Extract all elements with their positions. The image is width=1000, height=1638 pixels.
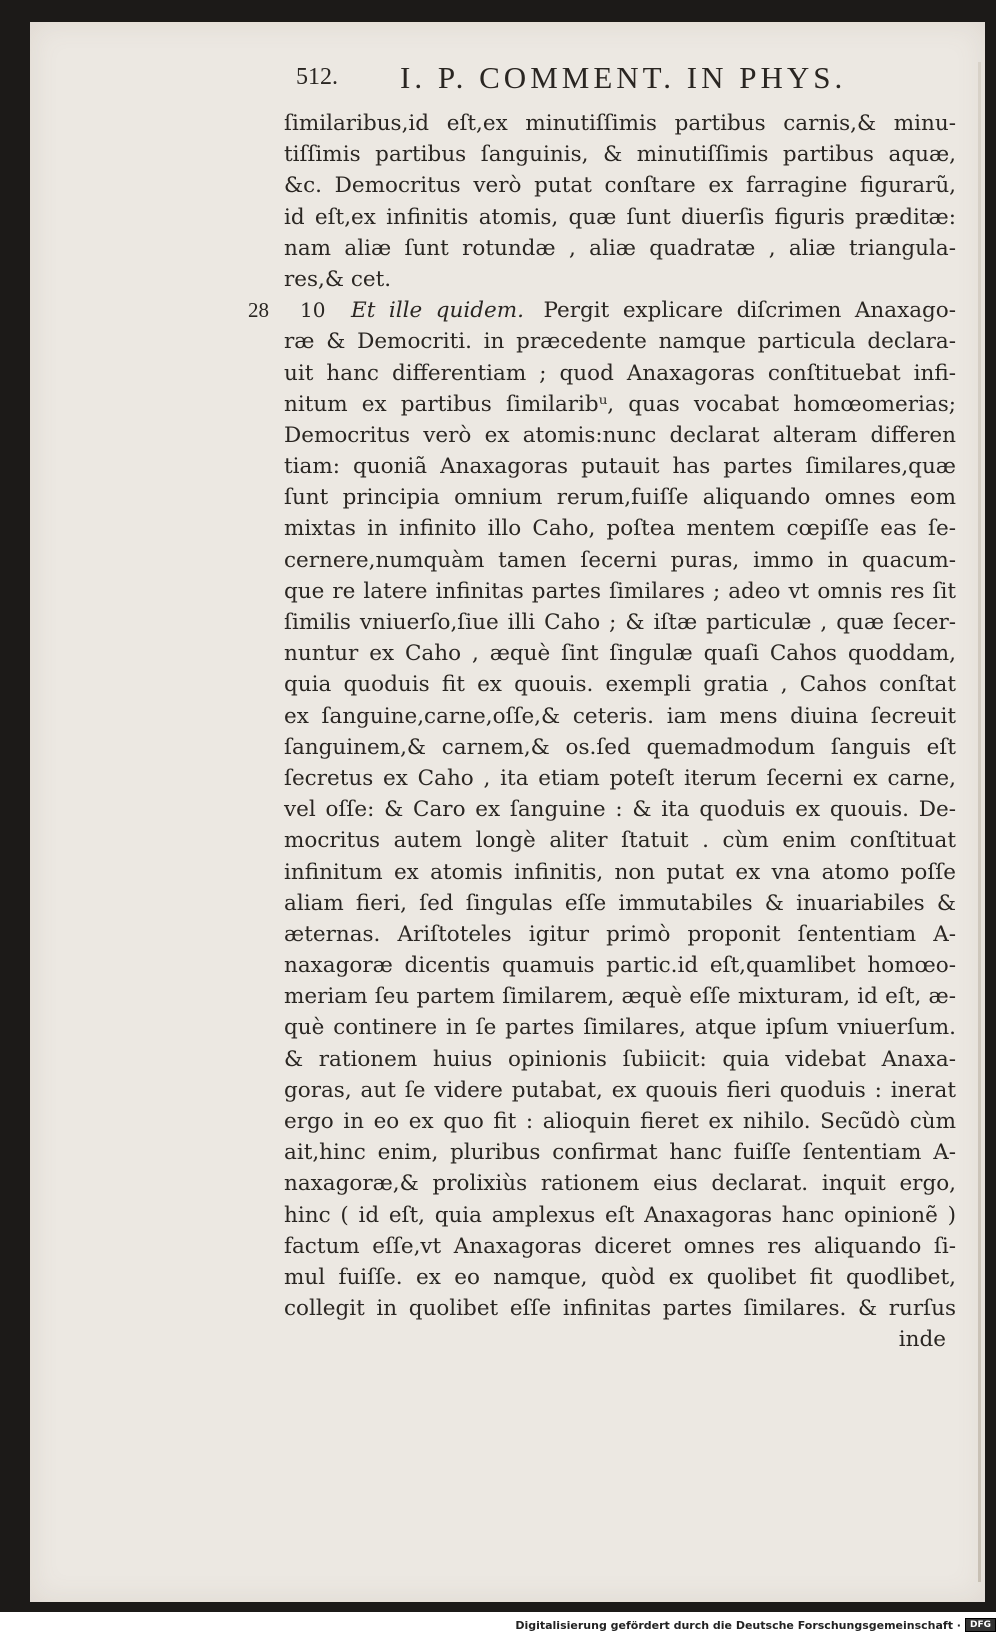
text-line: nam aliæ ſunt rotundæ , aliæ quadratæ , aliæ triangula- bbox=[284, 235, 956, 261]
page-edge bbox=[978, 62, 981, 1582]
text-line: mul fuiſſe. ex eo namque, quòd ex quolibet fit quodlibet, bbox=[284, 1264, 956, 1290]
text-line: goras, aut ſe videre putabat, ex quouis fieri quoduis : inerat bbox=[284, 1077, 956, 1103]
text-line: factum eſſe,vt Anaxagoras diceret omnes res aliquando ſi- bbox=[284, 1233, 956, 1259]
text-line: mocritus autem longè aliter ſtatuit . cùm enim conſtituat bbox=[284, 828, 956, 854]
text-line: ait,hinc enim, pluribus confirmat hanc fuiſſe ſententiam A- bbox=[284, 1140, 956, 1166]
running-head-title: I. P. COMMENT. IN PHYS. bbox=[400, 60, 847, 95]
note-first-line bbox=[248, 295, 964, 326]
text-line: infinitum ex atomis infinitis, non putat ex vna atomo poſſe bbox=[284, 859, 956, 885]
note-lemma: Et ille quidem. bbox=[351, 298, 524, 324]
dfg-logo: DFG bbox=[965, 1618, 996, 1632]
text-line: id eſt,ex infinitis atomis, quæ ſunt diuerſis figuris præditæ: bbox=[284, 204, 956, 230]
text-line: meriam ſeu partem ſimilarem, æquè eſſe mixturam, id eſt, æ- bbox=[284, 984, 956, 1010]
text-line: mixtas in infinito illo Caho, poſtea mentem cœpiſſe eas ſe- bbox=[284, 516, 956, 542]
text-line: & rationem huius opinionis ſubiicit: quia videbat Anaxa- bbox=[284, 1046, 956, 1072]
paragraph-continuation bbox=[284, 108, 964, 295]
text-line: ex ſanguine,carne,oſſe,& ceteris. iam mens diuina ſecreuit bbox=[284, 703, 956, 729]
text-line: Democritus verò ex atomis:nunc declarat alteram differen bbox=[284, 422, 956, 448]
text-line: &c. Democritus verò putat conſtare ex farragine figurarũ, bbox=[284, 173, 956, 199]
page-number: 512. bbox=[296, 64, 338, 90]
text-line: uit hanc differentiam ; quod Anaxagoras conſtituebat infi- bbox=[284, 360, 956, 386]
text-line: nuntur ex Caho , æquè ſint ſingulæ quaſi Cahos quoddam, bbox=[284, 641, 956, 667]
commentary-paragraph bbox=[284, 326, 964, 1324]
catchword: inde bbox=[898, 1327, 946, 1353]
text-line: que re latere infinitas partes ſimilares ; adeo vt omnis res ſit bbox=[284, 578, 956, 604]
text-line: naxagoræ dicentis quamuis partic.id eſt,quamlibet homœo- bbox=[284, 953, 956, 979]
text-line: naxagoræ,& prolixiùs rationem eius declarat. inquit ergo, bbox=[284, 1171, 956, 1197]
text-line: ſimilaribus,id eſt,ex minutiſſimis partibus carnis,& minu- bbox=[284, 111, 956, 136]
text-line: ræ & Democriti. in præcedente namque particula declara- bbox=[284, 329, 956, 355]
text-line: què continere in ſe partes ſimilares, atque ipſum vniuerſum. bbox=[284, 1015, 956, 1041]
text-line: ergo in eo ex quo fit : alioquin fieret ex nihilo. Secũdò cùm bbox=[284, 1109, 956, 1134]
text-line: ſanguinem,& carnem,& os.ſed quemadmodum ſanguis eſt bbox=[284, 734, 956, 760]
footer-credit: Digitalisierung gefördert durch die Deutsche Forschungsgemeinschaft · bbox=[515, 1618, 961, 1632]
text-line: ſunt principia omnium rerum,fuiſſe aliquando omnes eom bbox=[284, 485, 956, 511]
text-line: tiam: quoniã Anaxagoras putauit has partes ſimilares,quæ bbox=[284, 454, 956, 480]
text-line: nitum ex partibus ſimilaribᵘ, quas vocabat homœomerias; bbox=[284, 391, 956, 417]
text-line: ſimilis vniuerſo,ſiue illi Caho ; & iſtæ particulæ , quæ ſecer- bbox=[284, 610, 956, 635]
text-line: ſecretus ex Caho , ita etiam poteſt iterum ſecerni ex carne, bbox=[284, 765, 956, 791]
text-line: æternas. Ariſtoteles igitur primò proponit ſententiam A- bbox=[284, 921, 956, 947]
note-number: 10 bbox=[300, 298, 326, 323]
text-line: hinc ( id eſt, quia amplexus eſt Anaxagoras hanc opinionẽ ) bbox=[284, 1202, 956, 1228]
text-line: cernere,numquàm tamen ſecerni puras, immo in quacum- bbox=[284, 547, 956, 573]
digitization-footer bbox=[515, 1618, 996, 1632]
text-line: collegit in quolibet eſſe infinitas partes ſimilares. & rurſus bbox=[284, 1296, 956, 1322]
text-line: aliam fieri, ſed ſingulas eſſe immutabiles & inuariabiles & bbox=[284, 890, 956, 916]
text-line: res,& cet. bbox=[284, 266, 392, 292]
text-line: quia quoduis fit ex quouis. exempli gratia , Cahos conſtat bbox=[284, 672, 956, 698]
margin-reference-number: 28 bbox=[248, 298, 269, 323]
text-line: tiſſimis partibus ſanguinis, & minutiſſimis partibus aquæ, bbox=[284, 142, 956, 168]
note-first-line-text: Pergit explicare diſcrimen Anaxago- bbox=[543, 298, 956, 324]
text-line: vel oſſe: & Caro ex ſanguine : & ita quoduis ex quouis. De- bbox=[284, 797, 956, 823]
running-head bbox=[284, 60, 964, 108]
text-block bbox=[248, 60, 964, 1356]
